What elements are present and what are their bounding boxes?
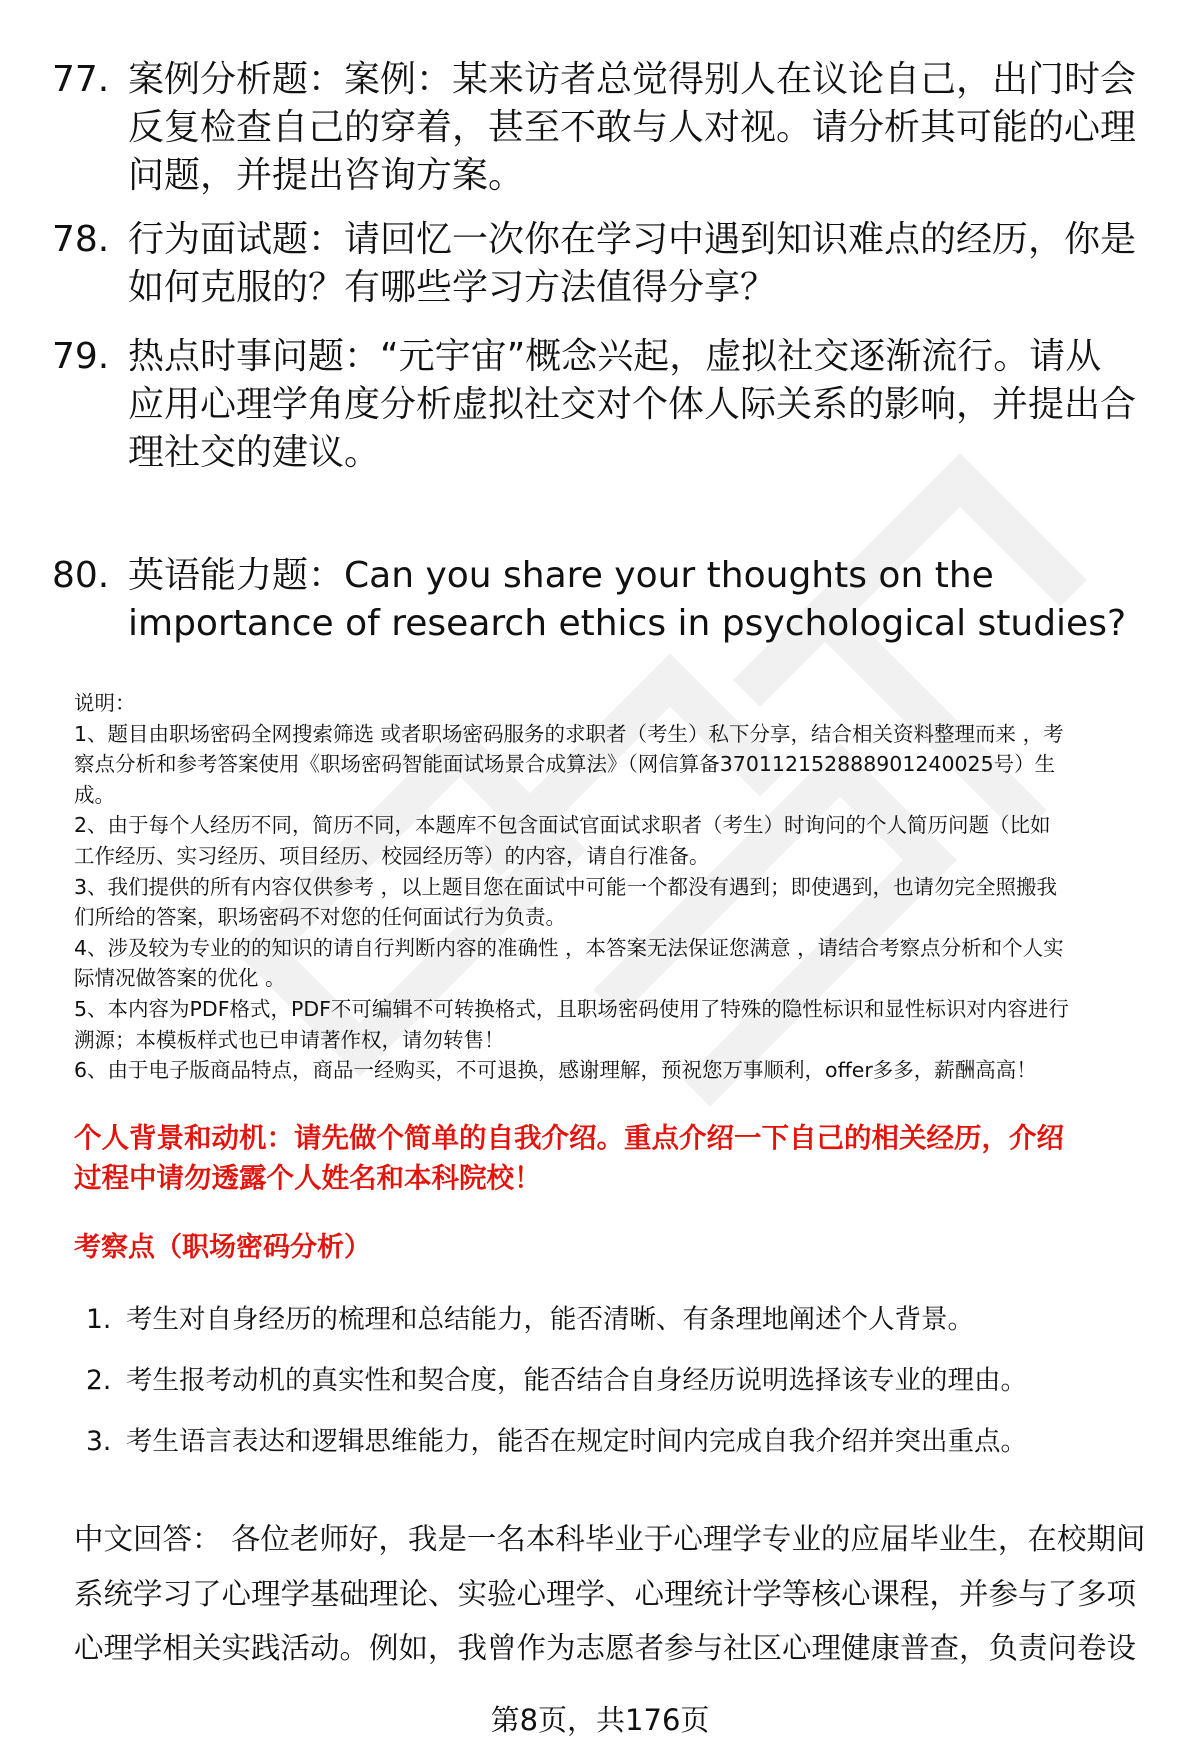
points-heading: 考察点（职场密码分析） [74,1232,371,1263]
question-line: 热点时事问题：“元宇宙”概念兴起，虚拟社交逐渐流行。请从 [128,336,1102,377]
notes-line: 1、题目由职场密码全网搜索筛选 或者职场密码服务的求职者（考生）私下分享，结合相关资料整理而来 ，考 [74,721,1064,746]
points-item-number: 2. [86,1365,112,1396]
notes-line: 际情况做答案的优化 。 [74,966,286,991]
question-line: importance of research ethics in psychological studies? [128,603,1127,644]
question-line: 案例分析题：案例：某来访者总觉得别人在议论自己，出门时会 [128,59,1137,100]
answer-line: 系统学习了心理学基础理论、实验心理学、心理统计学等核心课程，并参与了多项 [74,1576,1137,1611]
notes-section [74,688,1164,1086]
question-line: 如何克服的？有哪些学习方法值得分享？ [128,267,777,308]
notes-line: 成。 [74,782,115,807]
question-number: 77. [52,59,110,100]
question-line: 应用心理学角度分析虚拟社交对个体人际关系的影响，并提出合 [128,384,1137,425]
question-line: 英语能力题：Can you share your thoughts on the [128,555,994,596]
answer-line: 中文回答： 各位老师好，我是一名本科毕业于心理学专业的应届毕业生，在校期间 [74,1522,1146,1556]
notes-line: 4、涉及较为专业的的知识的请自行判断内容的准确性 ，本答案无法保证您满意 ，请结合考察点分析和个人实 [74,935,1064,960]
question-number: 79. [52,336,110,377]
answer-section [74,1512,1164,1676]
points-item-number: 3. [86,1426,112,1457]
question-line: 理社交的建议。 [128,432,381,473]
answer-line: 心理学相关实践活动。例如，我曾作为志愿者参与社区心理健康普查，负责问卷设 [74,1631,1137,1665]
notes-line: 6、由于电子版商品特点，商品一经购买，不可退换，感谢理解，预祝您万事顺利，offer多多，薪酬高高！ [74,1058,1037,1083]
notes-line: 们所给的答案，职场密码不对您的任何面试行为负责。 [74,905,566,930]
points-item-text: 考生语言表达和逻辑思维能力，能否在规定时间内完成自我介绍并突出重点。 [126,1426,1027,1457]
points-item-text: 考生对自身经历的梳理和总结能力，能否清晰、有条理地阐述个人背景。 [126,1304,974,1335]
notes-line: 工作经历、实习经历、项目经历、校园经历等）的内容，请自行准备。 [74,843,710,868]
question-line: 问题，并提出咨询方案。 [128,155,525,196]
points-item-text: 考生报考动机的真实性和契合度，能否结合自身经历说明选择该专业的理由。 [126,1365,1027,1396]
notes-line: 3、我们提供的所有内容仅供参考 ，以上题目您在面试中可能一个都没有遇到；即使遇到，也请勿完全照搬我 [74,874,1058,899]
question-number: 80. [52,555,110,596]
page-footer: 第8页，共176页 [490,1703,710,1737]
notes-line: 5、本内容为PDF格式，PDF不可编辑不可转换格式，且职场密码使用了特殊的隐性标识和显性标识对内容进行 [74,996,1069,1021]
question-line: 行为面试题：请回忆一次你在学习中遇到知识难点的经历，你是 [128,219,1137,260]
notes-line: 溯源；本模板样式也已申请著作权，请勿转售！ [74,1027,505,1052]
points-item-number: 1. [86,1304,112,1335]
section-heading-line: 个人背景和动机：请先做个简单的自我介绍。重点介绍一下自己的相关经历，介绍 [74,1122,1064,1154]
notes-line: 2、由于每个人经历不同，简历不同，本题库不包含面试官面试求职者（考生）时询问的个人简历问题（比如 [74,813,1051,838]
section-heading-line: 过程中请勿透露个人姓名和本科院校！ [74,1162,542,1194]
notes-line: 察点分析和参考答案使用《职场密码智能面试场景合成算法》（网信算备370112152888901240025号）生 [74,752,1056,777]
question-number: 78. [52,219,110,260]
question-line: 反复检查自己的穿着，甚至不敢与人对视。请分析其可能的心理 [128,107,1137,148]
section-heading [74,1118,1064,1198]
notes-line: 说明： [74,691,136,715]
